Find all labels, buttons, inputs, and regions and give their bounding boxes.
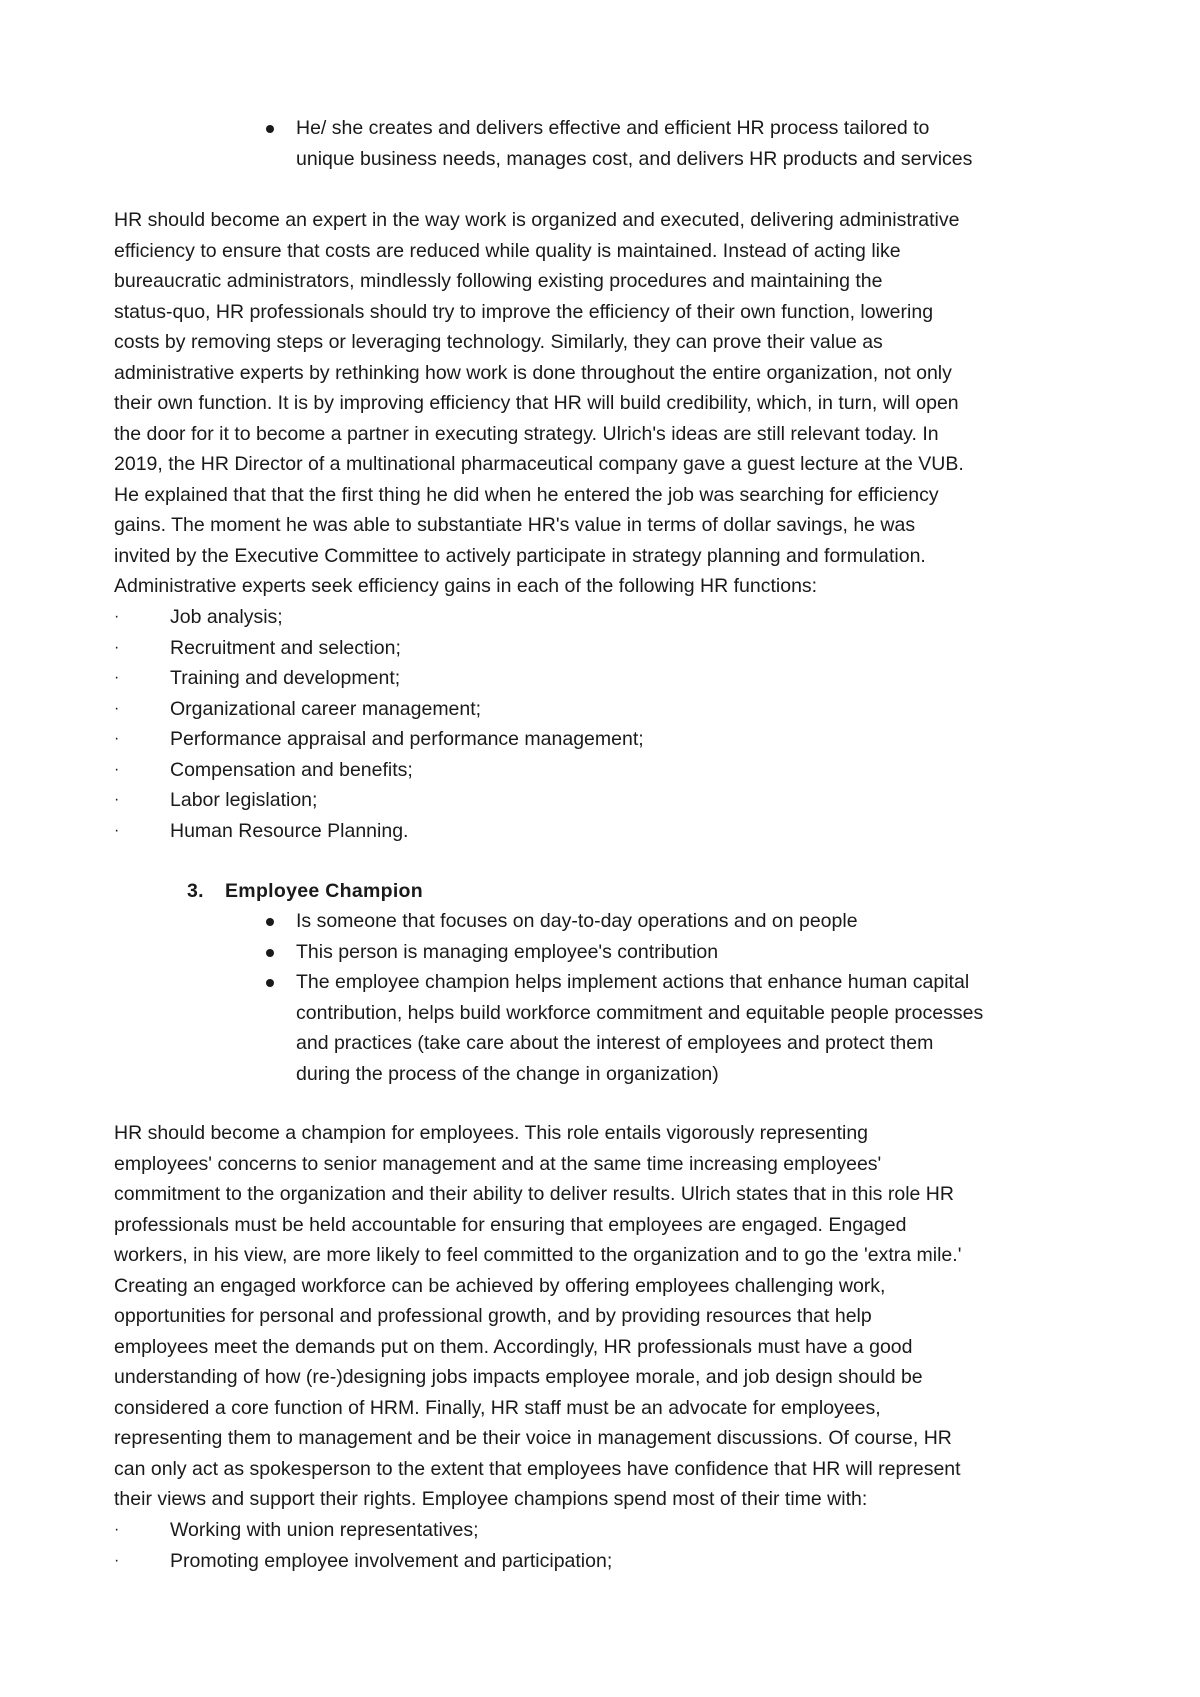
list-item: · Job analysis; [114, 602, 644, 633]
list-item: · Training and development; [114, 663, 644, 694]
hr-functions-list [114, 602, 644, 846]
paragraph-line: workers, in his view, are more likely to feel committed to the organization and to go the 'extra mile.' [114, 1244, 962, 1266]
paragraph-line: Creating an engaged workforce can be achieved by offering employees challenging work, [114, 1274, 886, 1297]
bullet-line: This person is managing employee's contribution [296, 940, 719, 963]
section-title: Employee Champion [225, 880, 423, 902]
list-item: · Promoting employee involvement and participation; [114, 1546, 612, 1577]
employee-champion-bullets [296, 906, 1116, 1089]
paragraph-employee-champion [114, 1118, 1114, 1515]
bullet-line: during the process of the change in organization) [296, 1062, 719, 1085]
bullet-line: and practices (take care about the interest of employees and protect them [296, 1032, 934, 1054]
section-number: 3. [187, 880, 204, 902]
paragraph-line: Administrative experts seek efficiency gains in each of the following HR functions: [114, 575, 818, 597]
bullet-line: contribution, helps build workforce commitment and equitable people processes [296, 1001, 984, 1024]
list-item: · Organizational career management; [114, 694, 644, 725]
paragraph-line: bureaucratic administrators, mindlessly following existing procedures and maintaining the [114, 270, 883, 292]
list-item: · Compensation and benefits; [114, 755, 644, 786]
paragraph-line: costs by removing steps or leveraging technology. Similarly, they can prove their value as [114, 331, 883, 353]
paragraph-line: commitment to the organization and their ability to deliver results. Ulrich states that in this role HR [114, 1183, 954, 1205]
paragraph-line: gains. The moment he was able to substantiate HR's value in terms of dollar savings, he was [114, 514, 916, 536]
bullet-line: The employee champion helps implement actions that enhance human capital [296, 971, 970, 993]
top-bullet-list [296, 113, 1116, 174]
paragraph-line: HR should become an expert in the way work is organized and executed, delivering administrative [114, 209, 960, 231]
bullet-line: He/ she creates and delivers effective and efficient HR process tailored to [296, 117, 930, 139]
list-item: · Working with union representatives; [114, 1515, 612, 1546]
bullet-item [296, 906, 1116, 937]
paragraph-administrative-expert [114, 205, 1114, 602]
bullet-line: Is someone that focuses on day-to-day operations and on people [296, 910, 858, 932]
paragraph-line: 2019, the HR Director of a multinational pharmaceutical company gave a guest lecture at the VUB. [114, 453, 964, 475]
paragraph-line: invited by the Executive Committee to actively participate in strategy planning and formulation. [114, 544, 926, 567]
paragraph-line: professionals must be held accountable for ensuring that employees are engaged. Engaged [114, 1213, 907, 1236]
list-item: · Human Resource Planning. [114, 816, 644, 847]
paragraph-line: can only act as spokesperson to the extent that employees have confidence that HR will represent [114, 1457, 961, 1480]
paragraph-line: their own function. It is by improving efficiency that HR will build credibility, which, in turn, will open [114, 392, 959, 414]
paragraph-line: opportunities for personal and professional growth, and by providing resources that help [114, 1305, 872, 1327]
paragraph-line: representing them to management and be their voice in management discussions. Of course, HR [114, 1427, 952, 1449]
list-item: · Recruitment and selection; [114, 633, 644, 664]
list-item: · Labor legislation; [114, 785, 644, 816]
paragraph-line: status-quo, HR professionals should try to improve the efficiency of their own function, lowering [114, 300, 934, 323]
bullet-line: unique business needs, manages cost, and delivers HR products and services [296, 147, 973, 170]
paragraph-line: HR should become a champion for employees. This role entails vigorously representing [114, 1122, 869, 1144]
list-item: · Performance appraisal and performance management; [114, 724, 644, 755]
paragraph-line: considered a core function of HRM. Finally, HR staff must be an advocate for employees, [114, 1396, 881, 1419]
bullet-item [296, 113, 1116, 174]
paragraph-line: understanding of how (re-)designing jobs impacts employee morale, and job design should be [114, 1366, 923, 1388]
paragraph-line: their views and support their rights. Employee champions spend most of their time with: [114, 1488, 868, 1510]
paragraph-line: administrative experts by rethinking how work is done throughout the entire organization, not only [114, 361, 952, 384]
bullet-item [296, 937, 1116, 968]
champion-activities-list [114, 1515, 612, 1576]
paragraph-line: employees' concerns to senior management and at the same time increasing employees' [114, 1152, 882, 1175]
paragraph-line: He explained that that the first thing he did when he entered the job was searching for efficiency [114, 483, 939, 506]
paragraph-line: employees meet the demands put on them. Accordingly, HR professionals must have a good [114, 1335, 913, 1358]
bullet-item [296, 967, 1116, 1089]
paragraph-line: efficiency to ensure that costs are reduced while quality is maintained. Instead of acting like [114, 239, 901, 262]
section-heading-employee-champion [187, 876, 423, 907]
paragraph-line: the door for it to become a partner in executing strategy. Ulrich's ideas are still relevant today. In [114, 422, 939, 445]
